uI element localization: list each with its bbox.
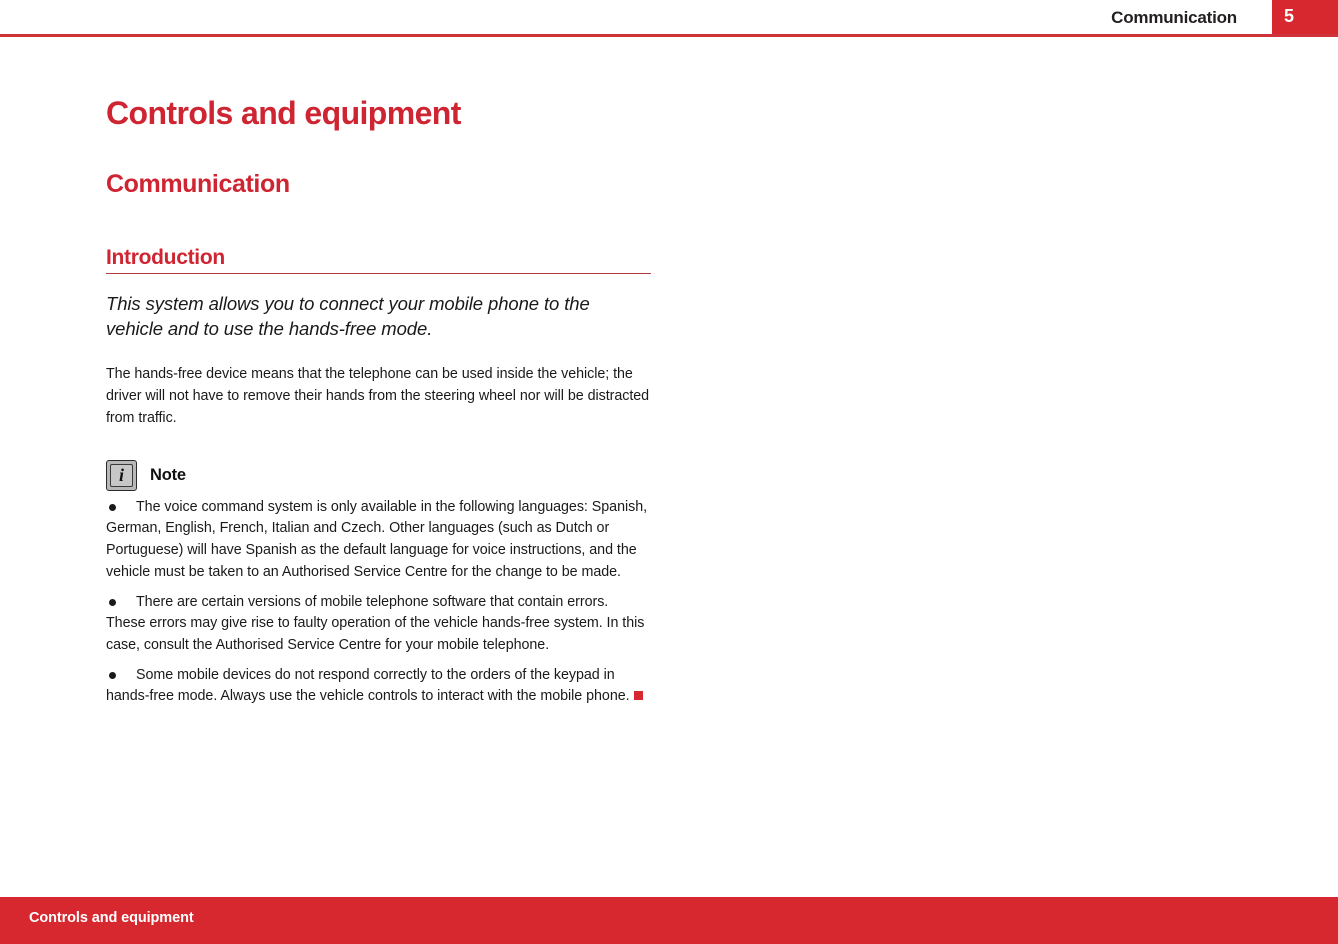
note-item-text: Some mobile devices do not respond correctly to the orders of the keypad in hands-free mode. Always use the vehicle controls to interact with the mobile phone. [106,666,630,705]
subsection-divider [106,273,651,275]
info-icon [106,460,137,491]
lead-paragraph: This system allows you to connect your mobile phone to the vehicle and to use the hands-free mode. [106,293,590,339]
note-heading [106,460,651,491]
subsection-title: Introduction [106,245,225,269]
info-icon-inner [110,464,133,487]
content-column [106,96,651,716]
section-title: Communication [106,170,290,199]
note-list-item [106,592,651,657]
page-number-block [1272,0,1338,35]
body-paragraph: The hands-free device means that the telephone can be used inside the vehicle; the driver will not have to remove their hands from the steering wheel nor will be distracted from traffic. [106,366,650,426]
note-item-text: There are certain versions of mobile telephone software that contain errors. These errors may give rise to faulty operation of the vehicle hands-free system. In this case, consult the Authorised Service Centre for your mobile telephone. [106,593,645,653]
footer-title: Controls and equipment [29,910,194,926]
page-footer [0,897,1338,944]
section-end-marker [634,691,643,700]
note-list [106,497,651,708]
info-icon-glyph: i [118,464,124,485]
note-list-item [106,497,651,584]
note-label: Note [150,465,186,484]
note-list-item [106,665,651,708]
header-rule [0,34,1338,37]
document-title: Controls and equipment [106,95,461,131]
page-header [0,0,1338,38]
note-item-text: The voice command system is only available in the following languages: Spanish, German, English, French, Italian and Czech. Other languages (such as Dutch or Portuguese) will have Spanish as the default language for voice instructions, and the vehicle must be taken to an Authorised Service Centre for the change to be made. [106,498,648,580]
running-header-title: Communication [1111,8,1237,27]
page-number: 5 [1284,6,1295,26]
